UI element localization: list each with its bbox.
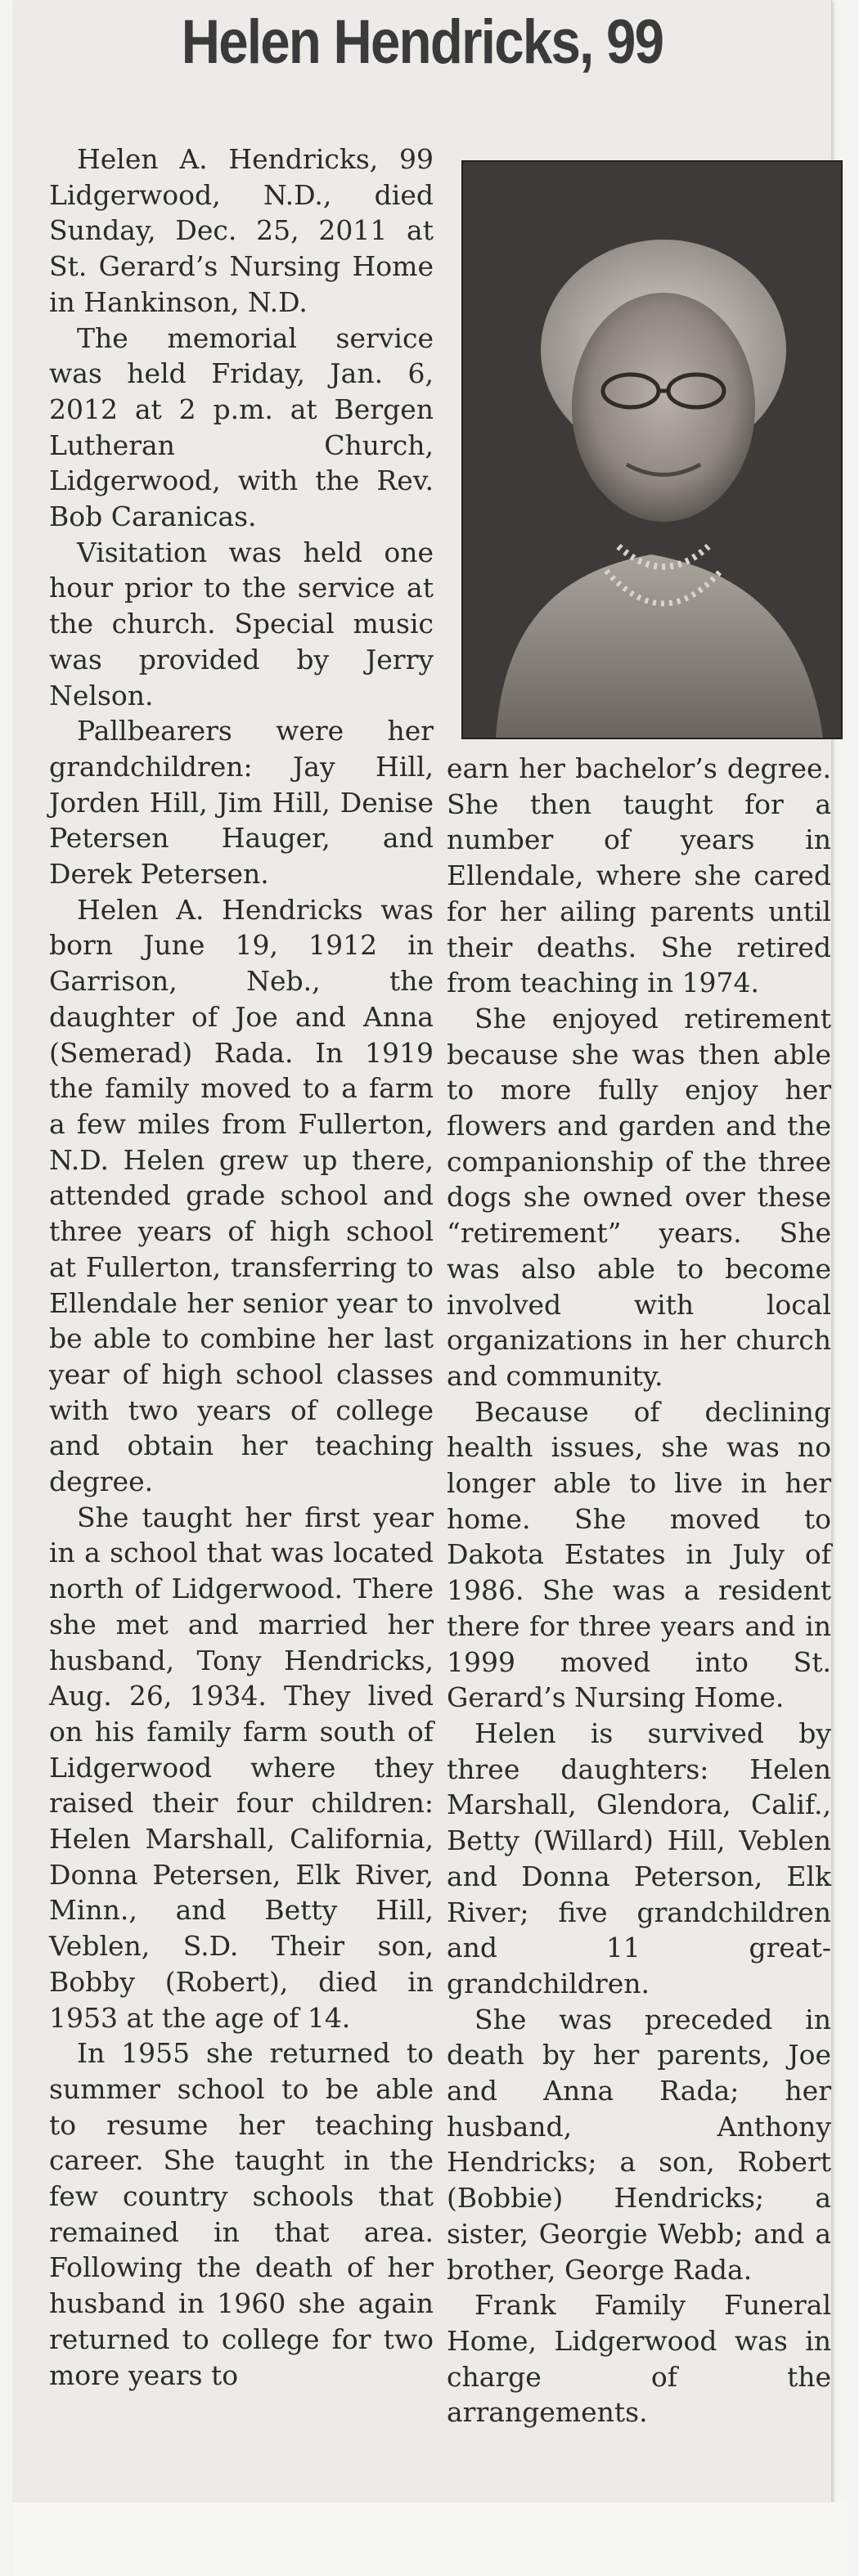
right-text-column	[447, 751, 831, 2430]
paragraph-degree-continued: earn her bachelor’s degree. She then taught for a number of years in Ellendale, where she cared for her ailing parents until their deaths. She retired from teaching in 1974.	[447, 752, 831, 999]
newspaper-clipping	[13, 0, 832, 2502]
scan-margin	[13, 2502, 848, 2576]
paragraph-death-notice: Helen A. Hendricks, 99 Lidgerwood, N.D., died Sunday, Dec. 25, 2011 at St. Gerard’s Nursing Home in Hankinson, N.D.	[49, 143, 434, 318]
portrait-photo	[461, 160, 843, 739]
obituary-headline: Helen Hendricks, 99	[181, 7, 663, 77]
paragraph-visitation: Visitation was held one hour prior to the service at the church. Special music was provided by Jerry Nelson.	[49, 536, 434, 711]
paragraph-marriage-family: She taught her first year in a school that was located north of Lidgerwood. There she met and married her husband, Tony Hendricks, Aug. 26, 1934. They lived on his family farm south of Lidgerwood where they raised their four children: Helen Marshall, California, Donna Petersen, Elk River, Minn., and Betty Hill, Veblen, S.D. Their son, Bobby (Robert), died in 1953 at the age of 14.	[49, 1501, 434, 2034]
paragraph-declining-health: Because of declining health issues, she was no longer able to live in her home. She moved to Dakota Estates in July of 1986. She was a resident there for three years and in 1999 moved into St. Gerard’s Nursing Home.	[447, 1395, 831, 1714]
paragraph-memorial-service: The memorial service was held Friday, Jan. 6, 2012 at 2 p.m. at Bergen Lutheran Church, Lidgerwood, with the Rev. Bob Caranicas.	[49, 321, 434, 533]
paragraph-retirement: She enjoyed retirement because she was then able to more fully enjoy her flowers and garden and the companionship of the three dogs she owned over these “retirement” years. She was also able to become involved with local organizations in her church and community.	[447, 1002, 831, 1392]
paragraph-preceded-in-death: She was preceded in death by her parents, Joe and Anna Rada; her husband, Anthony Hendricks; a son, Robert (Bobbie) Hendricks; a sister, Georgie Webb; and a brother, George Rada.	[447, 2003, 831, 2286]
paragraph-survivors: Helen is survived by three daughters: Helen Marshall, Glendora, Calif., Betty (Willard) Hill, Veblen and Donna Peterson, Elk River; five grandchildren and 11 great-grandchildren.	[447, 1717, 831, 1999]
left-text-column	[49, 141, 434, 2393]
paragraph-teaching-career: In 1955 she returned to summer school to be able to resume her teaching career. She taught in the few country schools that remained in that area. Following the death of her husband in 1960 she again returned to college for two more years to	[49, 2037, 434, 2391]
paragraph-early-life: Helen A. Hendricks was born June 19, 1912 in Garrison, Neb., the daughter of Joe and Anna (Semerad) Rada. In 1919 the family moved to a farm a few miles from Fullerton, N.D. Helen grew up there, attended grade school and three years of high school at Fullerton, transferring to Ellendale her senior year to be able to combine her last year of high school classes with two years of college and obtain her teaching degree.	[49, 893, 434, 1498]
paragraph-funeral-home: Frank Family Funeral Home, Lidgerwood was in charge of the arrangements.	[447, 2289, 831, 2429]
portrait-illustration	[463, 162, 841, 738]
paragraph-pallbearers: Pallbearers were her grandchildren: Jay Hill, Jorden Hill, Jim Hill, Denise Petersen Hauger, and Derek Petersen.	[49, 715, 434, 891]
